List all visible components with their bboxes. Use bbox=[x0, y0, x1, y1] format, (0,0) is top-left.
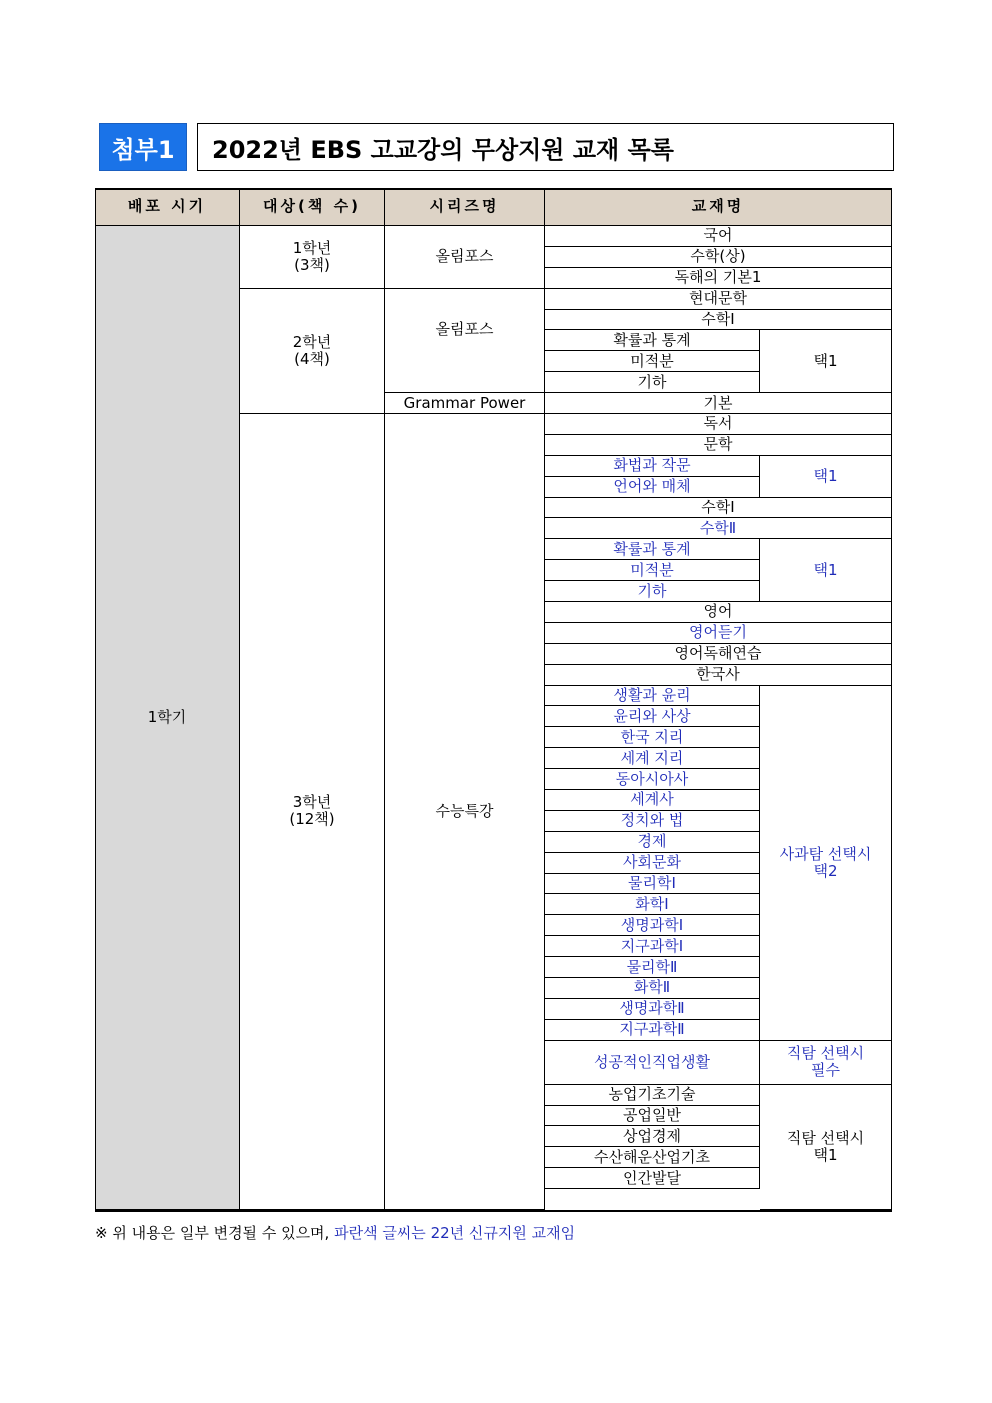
footnote-text: ※ 위 내용은 일부 변경될 수 있으며, bbox=[95, 1224, 335, 1242]
book-cell: 사회문화 bbox=[545, 853, 760, 874]
book-cell: 독해의 기본1 bbox=[545, 268, 892, 289]
book-cell: 지구과학Ⅰ bbox=[545, 936, 760, 957]
book-cell: 농업기초기술 bbox=[545, 1085, 760, 1106]
book-cell: 수학Ⅰ bbox=[545, 310, 892, 331]
header-2: 대상(책 수) bbox=[240, 188, 385, 226]
book-cell: 수학(상) bbox=[545, 247, 892, 268]
book-cell: 한국사 bbox=[545, 665, 892, 686]
table-left-border bbox=[95, 188, 96, 1212]
book-cell: 수산해운산업기초 bbox=[545, 1147, 760, 1168]
book-cell: 영어독해연습 bbox=[545, 644, 892, 665]
choice-cell: 직탐 선택시 택1 bbox=[760, 1085, 892, 1210]
book-cell: 수학Ⅱ bbox=[545, 518, 892, 539]
book-cell: 독서 bbox=[545, 414, 892, 435]
series-cell: 올림포스 bbox=[385, 289, 545, 393]
book-cell: 기하 bbox=[545, 581, 760, 602]
book-cell: 물리학Ⅰ bbox=[545, 874, 760, 895]
book-cell: 화학Ⅱ bbox=[545, 978, 760, 999]
book-cell: 물리학Ⅱ bbox=[545, 957, 760, 978]
book-cell: 윤리와 사상 bbox=[545, 706, 760, 727]
book-cell: 정치와 법 bbox=[545, 811, 760, 832]
target-cell: 1학년 (3책) bbox=[240, 226, 385, 289]
book-cell: 동아시아사 bbox=[545, 769, 760, 790]
book-cell: 세계사 bbox=[545, 790, 760, 811]
series-cell: Grammar Power bbox=[385, 393, 545, 414]
book-cell: 지구과학Ⅱ bbox=[545, 1020, 760, 1041]
period-cell: 1학기 bbox=[95, 226, 240, 1210]
choice-cell: 택1 bbox=[760, 330, 892, 393]
book-cell: 생명과학Ⅱ bbox=[545, 999, 760, 1020]
book-cell: 영어 bbox=[545, 602, 892, 623]
book-cell: 상업경제 bbox=[545, 1126, 760, 1147]
book-cell: 수학Ⅰ bbox=[545, 498, 892, 519]
table-bottom-border bbox=[95, 1210, 892, 1212]
book-cell: 현대문학 bbox=[545, 289, 892, 310]
choice-cell: 직탐 선택시 필수 bbox=[760, 1041, 892, 1085]
book-cell: 한국 지리 bbox=[545, 727, 760, 748]
book-cell: 세계 지리 bbox=[545, 748, 760, 769]
book-cell: 화학Ⅰ bbox=[545, 894, 760, 915]
choice-cell: 택1 bbox=[760, 456, 892, 498]
book-cell: 영어듣기 bbox=[545, 623, 892, 644]
footnote bbox=[95, 1222, 575, 1243]
book-cell: 확률과 통계 bbox=[545, 330, 760, 351]
target-cell: 3학년 (12책) bbox=[240, 414, 385, 1210]
table-top-border bbox=[95, 188, 892, 190]
book-cell: 화법과 작문 bbox=[545, 456, 760, 477]
attachment-badge: 첨부1 bbox=[99, 123, 187, 171]
book-cell: 경제 bbox=[545, 832, 760, 853]
header-4: 교재명 bbox=[545, 188, 892, 226]
book-cell: 문학 bbox=[545, 435, 892, 456]
book-cell: 미적분 bbox=[545, 351, 760, 372]
page-title: 2022년 EBS 고교강의 무상지원 교재 목록 bbox=[197, 123, 894, 171]
book-cell: 생활과 윤리 bbox=[545, 686, 760, 707]
textbook-table bbox=[95, 188, 892, 1212]
book-cell: 인간발달 bbox=[545, 1168, 760, 1189]
book-cell: 성공적인직업생활 bbox=[545, 1041, 760, 1085]
series-cell: 수능특강 bbox=[385, 414, 545, 1210]
series-cell: 올림포스 bbox=[385, 226, 545, 289]
header-3: 시리즈명 bbox=[385, 188, 545, 226]
choice-cell: 사과탐 선택시 택2 bbox=[760, 686, 892, 1041]
book-cell: 미적분 bbox=[545, 560, 760, 581]
header-1: 배포 시기 bbox=[95, 188, 240, 226]
footnote-highlight: 파란색 글씨는 22년 신규지원 교재임 bbox=[334, 1224, 576, 1242]
book-cell: 언어와 매체 bbox=[545, 477, 760, 498]
book-cell: 공업일반 bbox=[545, 1106, 760, 1127]
book-cell: 확률과 통계 bbox=[545, 539, 760, 560]
choice-cell: 택1 bbox=[760, 539, 892, 602]
book-cell: 기하 bbox=[545, 372, 760, 393]
book-cell: 국어 bbox=[545, 226, 892, 247]
book-cell: 생명과학Ⅰ bbox=[545, 915, 760, 936]
book-cell: 기본 bbox=[545, 393, 892, 414]
target-cell: 2학년 (4책) bbox=[240, 289, 385, 414]
